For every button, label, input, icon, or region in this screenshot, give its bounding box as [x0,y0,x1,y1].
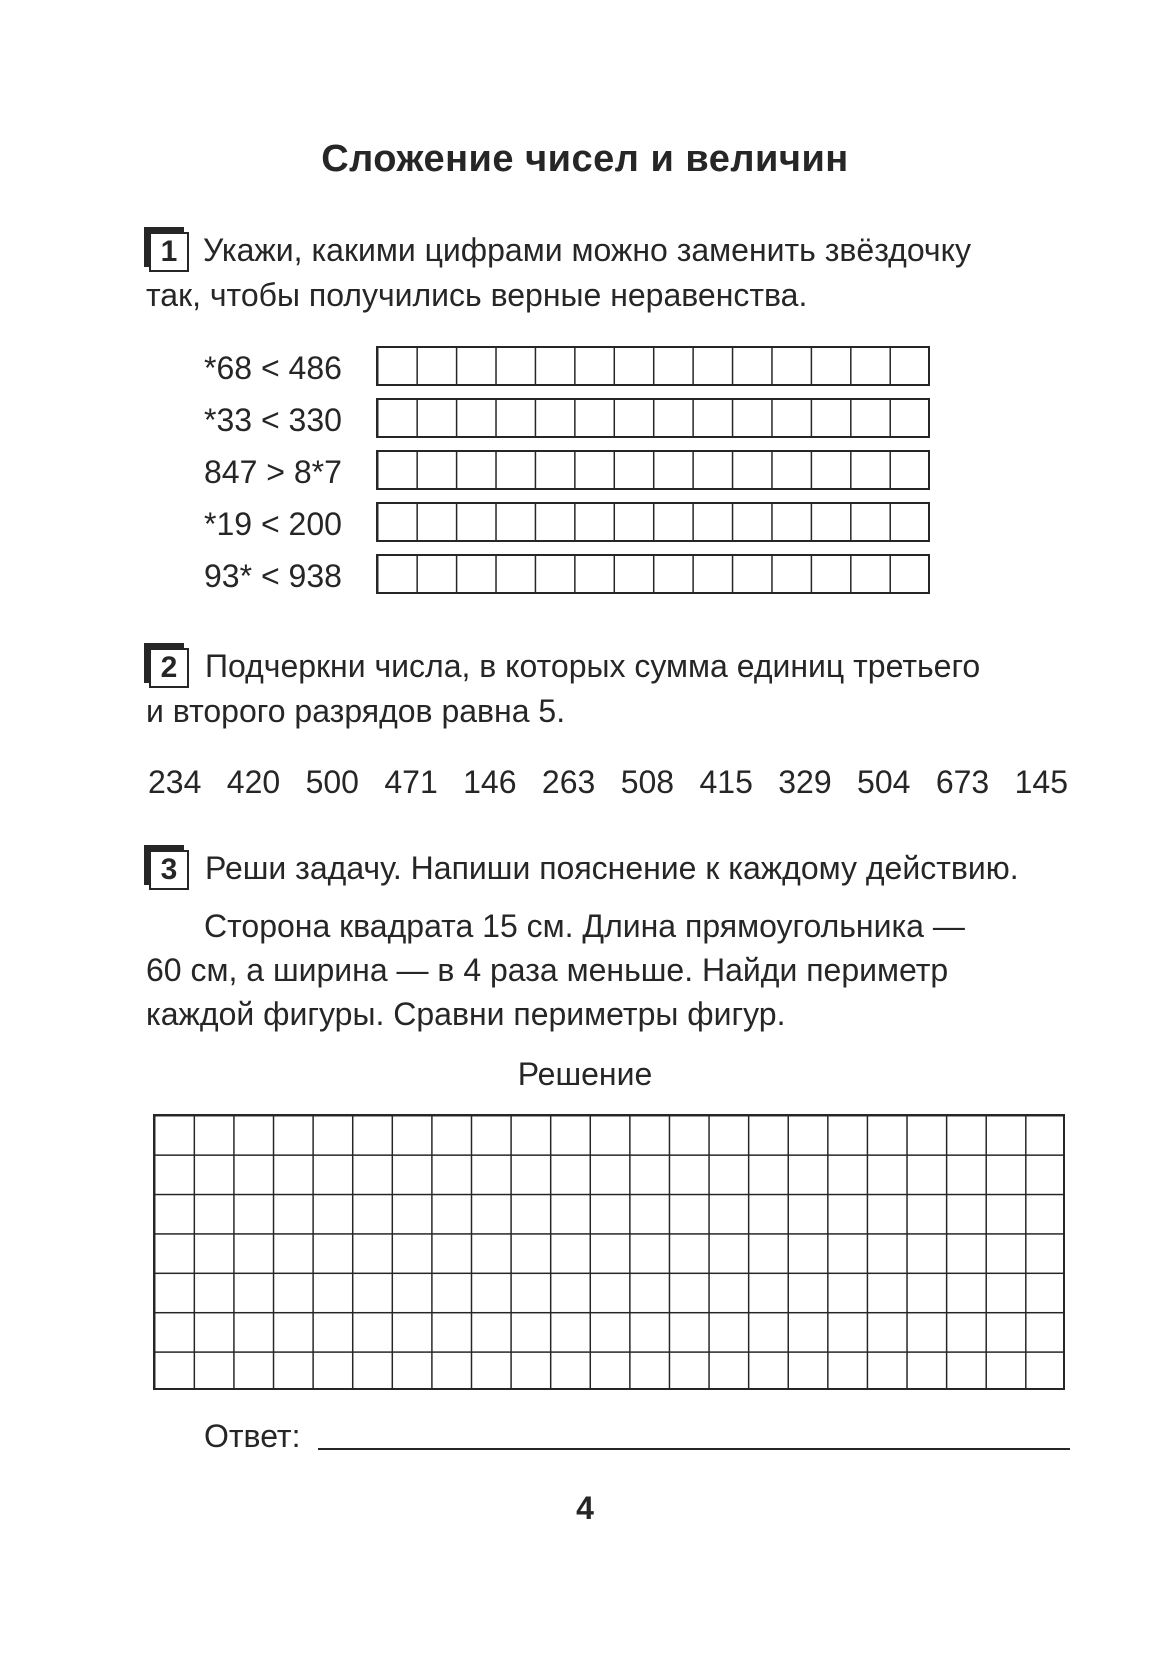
problem-line-2: 60 см, а ширина — в 4 раза меньше. Найди периметр [146,952,949,988]
number-item[interactable]: 508 [620,764,675,800]
inequality-label: *68 < 486 [204,350,342,386]
solution-label: Решение [517,1056,653,1092]
number-item[interactable]: 263 [541,764,596,800]
number-item[interactable]: 415 [699,764,753,800]
task-2-number: 2 [149,648,189,688]
task-1-text-line-1: Укажи, какими цифрами можно заменить звёздочку [203,232,971,268]
number-item[interactable]: 145 [1014,764,1068,800]
number-item[interactable]: 673 [935,764,990,800]
inequality-label: 93* < 938 [204,558,342,594]
answer-cells[interactable] [376,450,930,490]
number-item[interactable]: 329 [778,764,832,800]
answer-cells[interactable] [376,346,930,386]
problem-line-3: каждой фигуры. Сравни периметры фигур. [146,996,786,1032]
task-1-text-line-2: так, чтобы получились верные неравенства. [146,277,808,313]
task-3-text-line-1: Реши задачу. Напиши пояснение к каждому действию. [205,850,1019,886]
number-item[interactable]: 471 [384,764,438,800]
answer-cells[interactable] [376,502,930,542]
number-item[interactable]: 500 [305,764,359,800]
task-2-text-line-2: и второго разрядов равна 5. [146,693,566,729]
task-1-number: 1 [149,232,189,272]
task-2-text-line-1: Подчеркни числа, в которых сумма единиц третьего [205,648,981,684]
answer-label: Ответ: [204,1418,301,1454]
problem-line-1: Сторона квадрата 15 см. Длина прямоугольника — [204,908,965,944]
number-item[interactable]: 146 [463,764,517,800]
answer-line[interactable] [318,1448,1070,1450]
page-number: 4 [576,1490,594,1526]
task-3-number: 3 [149,850,189,890]
number-list [148,762,1068,802]
number-item[interactable]: 234 [148,764,202,800]
inequality-label: *33 < 330 [204,402,342,438]
number-item[interactable]: 420 [226,764,281,800]
number-item[interactable]: 504 [857,764,911,800]
answer-cells[interactable] [376,398,930,438]
solution-grid[interactable] [153,1114,1065,1390]
inequality-label: 847 > 8*7 [204,454,342,490]
answer-cells[interactable] [376,554,930,594]
inequality-label: *19 < 200 [204,506,342,542]
page-title: Сложение чисел и величин [321,138,849,180]
